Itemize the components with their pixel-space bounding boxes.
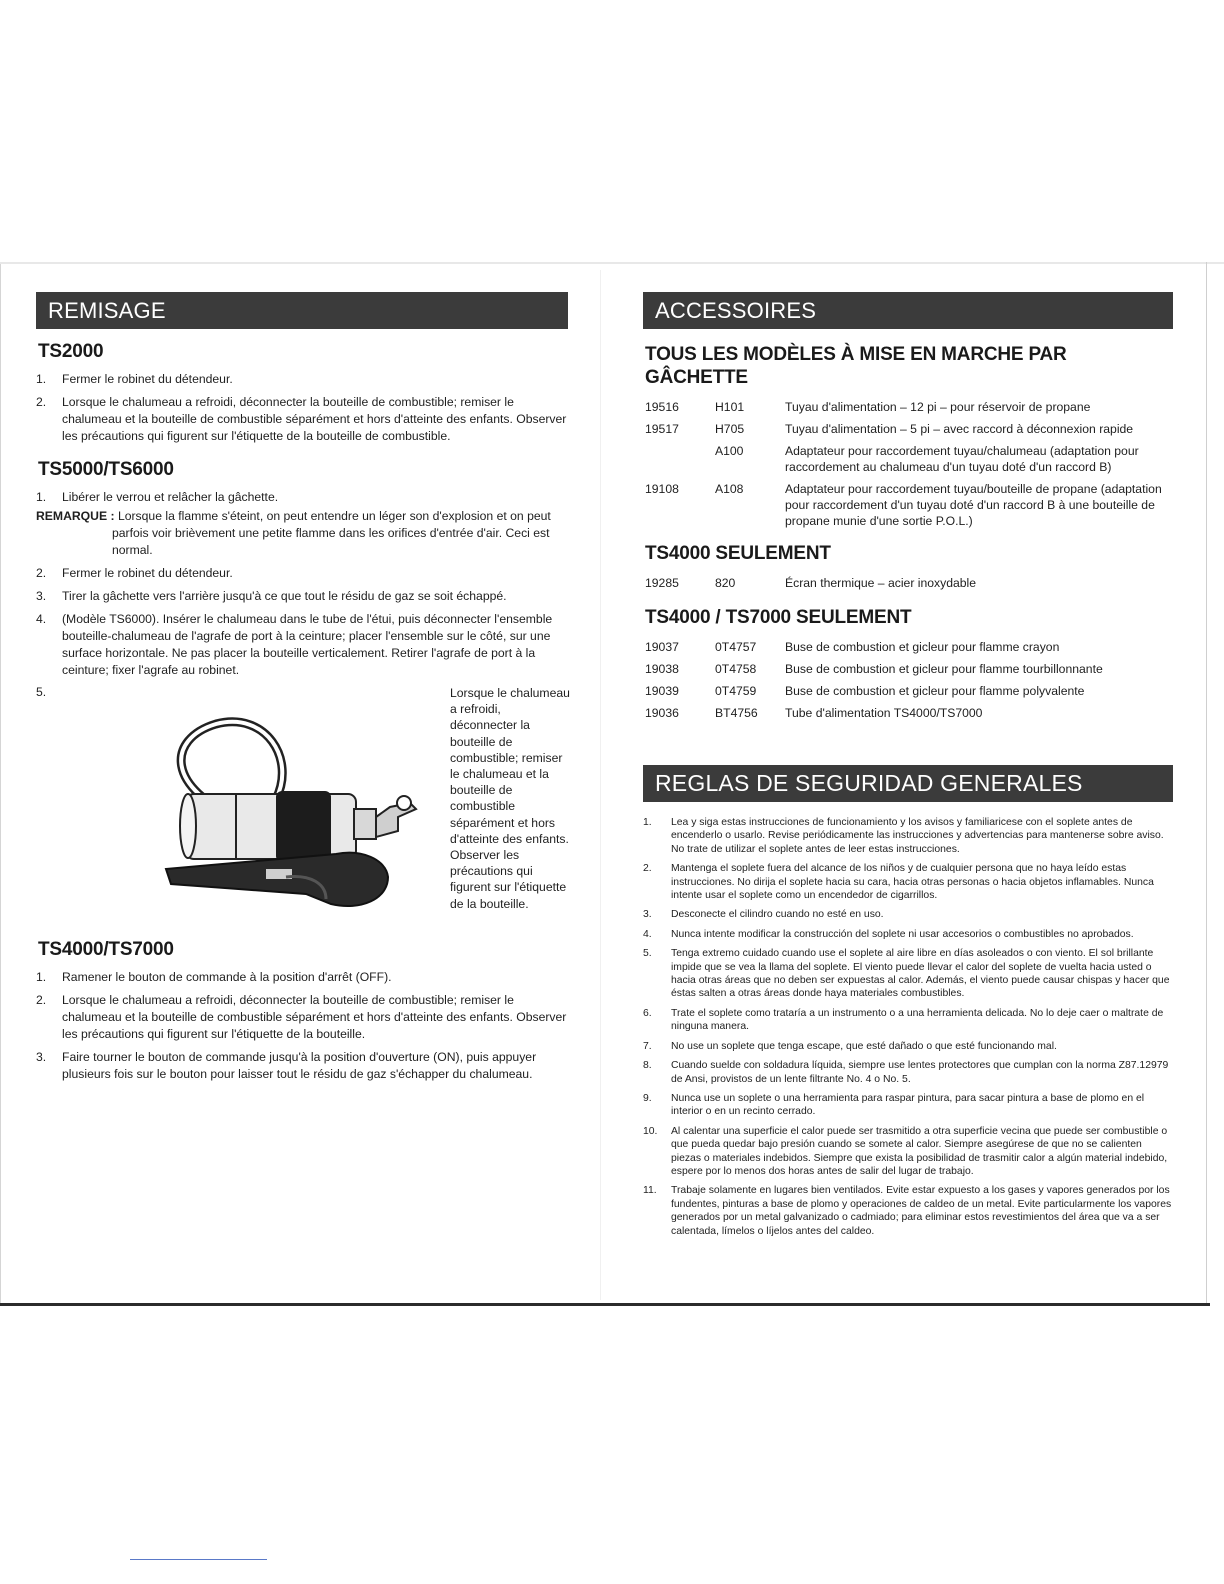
page-edge-top	[0, 262, 1224, 264]
list-item: 4. Nunca intente modificar la construcción del soplete ni usar accesorios o combustibles no aprobados.	[643, 928, 1134, 940]
list-item: 3. Faire tourner le bouton de commande jusqu'à la position d'ouverture (ON), puis appuyer plusieurs fois sur le bouton pour laisser tout le résidu de gaz s'échapper du chalumeau.	[36, 1050, 537, 1081]
ts2000-steps	[36, 371, 568, 445]
page-edge-right	[1206, 262, 1207, 1304]
ts5000-heading: TS5000/TS6000	[38, 459, 174, 480]
list-item: 1. Fermer le robinet du détendeur.	[36, 372, 233, 386]
list-item-with-illustration: 5. Lorsque le chalumeau a refroidi, déconnecter la bouteille de combustible; remiser le chalumeau et la bouteille de combustible séparément et hors d'atteinte des enfants. Observer les précautions qui figurent sur l'étiquette de la bouteille.	[36, 685, 568, 933]
list-item: 2. Fermer le robinet du détendeur.	[36, 566, 233, 580]
table-row: 19036 BT4756 Tube d'alimentation TS4000/TS7000	[645, 706, 983, 720]
table-row: 19039 0T4759 Buse de combustion et gicleur pour flamme polyvalente	[645, 684, 1085, 698]
table-row: 19037 0T4757 Buse de combustion et gicleur pour flamme crayon	[645, 640, 1060, 654]
list-item: 10. Al calentar una superficie el calor puede ser trasmitido a otra superficie vecina que puede ser combustible o que pueda quedar bajo presión cuando se somete al calor. Siempre asegúrese de que no se calienten piezas o materiales indebidos. Siempre que exista la posibilidad de trasmitir calor a algún material indebido, espere por lo menos dos horas antes de salir del lugar de trabajo.	[643, 1125, 1168, 1177]
torch-illustration	[126, 699, 436, 929]
safety-rules	[643, 816, 1173, 1238]
list-item: 9. Nunca use un soplete o una herramienta para raspar pintura, para sacar pintura a base de plomo en el interior o en un recinto cerrado.	[643, 1092, 1145, 1118]
list-item: 4. (Modèle TS6000). Insérer le chalumeau dans le tube de l'étui, puis déconnecter l'ensemble bouteille-chalumeau de l'agrafe de port à la ceinture; placer l'ensemble sur le côté, sur une surface horizontale. Ne pas placer la bouteille verticalement. Retirer l'agrafe de port à la ceinture; fixer l'agrafe au robinet.	[36, 612, 553, 677]
page-edge-left	[0, 264, 1, 1304]
table-row: 19108 A108 Adaptateur pour raccordement tuyau/bouteille de propane (adaptation pour raccordement d'un tuyau doté d'un raccord B à une bouteille de propane munie d'une sortie P.O.L.)	[645, 482, 1162, 528]
accessories-table-ts4000-ts7000	[645, 637, 1165, 725]
safety-banner: REGLAS DE SEGURIDAD GENERALES	[643, 765, 1173, 802]
accessories-table-all	[645, 397, 1165, 533]
list-item: 2. Mantenga el soplete fuera del alcance de los niños y de cualquier persona que no haya leído estas instrucciones. No dirija el soplete hacia su cara, hacia otras personas o hacia objetos inflamables. Nunca intente usar el soplete como un encendedor de cigarrillos.	[643, 863, 1154, 902]
list-item: 2. Lorsque le chalumeau a refroidi, déconnecter la bouteille de combustible; remiser le chalumeau et la bouteille de combustible séparément et hors d'atteinte des enfants. Observer les précautions qui figurent sur l'étiquette de la bouteille de combustible.	[36, 395, 567, 443]
list-item: 3. Desconecte el cilindro cuando no esté en uso.	[643, 909, 884, 921]
list-item: 7. No use un soplete que tenga escape, que esté dañado o que esté funcionando mal.	[643, 1040, 1057, 1052]
list-item: 11. Trabaje solamente en lugares bien ventilados. Evite estar expuesto a los gases y vapores generados por los fundentes, pinturas a base de plomo y operaciones de caldeo de un metal. Evite particularmente los vapores generados por un metal galvanizado o cadmiado; para eliminar estos revestimientos del área que va a ser calentada, límelos o líjelos antes del caldeo.	[643, 1185, 1172, 1237]
list-item: 8. Cuando suelde con soldadura líquida, siempre use lentes protectores que cumplan con la norma Z87.12979 de Ansi, provistos de un lente filtrante No. 4 o No. 5.	[643, 1060, 1169, 1085]
list-item: 3. Tirer la gâchette vers l'arrière jusqu'à ce que tout le résidu de gaz se soit échappé.	[36, 589, 507, 603]
left-page	[36, 292, 568, 1089]
page-edge-bottom	[0, 1303, 1210, 1306]
list-item: 6. Trate el soplete como trataría a un instrumento o a una herramienta delicada. No lo deje caer o maltrate de ninguna manera.	[643, 1007, 1164, 1033]
item5-text: Lorsque le chalumeau a refroidi, déconnecter la bouteille de combustible; remiser le chalumeau et la bouteille de combustible séparément et hors d'atteinte des enfants. Observer les précautions qui figurent sur l'étiquette de la bouteille.	[450, 686, 570, 911]
table-row: 19516 H101 Tuyau d'alimentation – 12 pi – pour réservoir de propane	[645, 400, 1091, 414]
list-item: 5. Tenga extremo cuidado cuando use el soplete al aire libre en días asoleados o con viento. El sol brillante impide que se vea la llama del soplete. El viento puede llevar el calor del soplete de vuelta hacia usted o hacia otras áreas que no deben ser expuestas al calor. Además, el viento puede causar chispas y hacer que éstas salten a otras áreas donde haya materiales combustibles.	[643, 948, 1170, 1000]
list-item: 1. Lea y siga estas instrucciones de funcionamiento y los avisos y familiaricese con el soplete antes de encenderlo o usarlo. Revise periódicamente las instrucciones y advertencias para mantenerse sobre aviso. No trate de utilizar el soplete antes de leer estas instrucciones.	[643, 817, 1164, 855]
ts4000-heading: TS4000/TS7000	[38, 939, 174, 960]
page-fold	[600, 270, 601, 1300]
table-row: 19517 H705 Tuyau d'alimentation – 5 pi – avec raccord à déconnexion rapide	[645, 422, 1134, 436]
ts2000-heading: TS2000	[38, 341, 104, 362]
table-row: 19038 0T4758 Buse de combustion et gicleur pour flamme tourbillonnante	[645, 662, 1103, 676]
ts4000-ts7000-heading: TS4000 / TS7000 SEULEMENT	[645, 607, 912, 628]
scan-mark-line	[130, 1559, 267, 1560]
remarque-note: REMARQUE : Lorsque la flamme s'éteint, on peut entendre un léger son d'explosion et on peut parfois voir brièvement une petite flamme dans les orifices d'entrée d'air. Ceci est normal.	[36, 509, 551, 557]
table-row: A100 Adaptateur pour raccordement tuyau/chalumeau (adaptation pour raccordement au chalumeau d'un tuyau doté d'un raccord B)	[715, 444, 1139, 474]
accessoires-banner: ACCESSOIRES	[643, 292, 1173, 329]
ts4000-only-heading: TS4000 SEULEMENT	[645, 543, 831, 564]
all-models-heading: TOUS LES MODÈLES À MISE EN MARCHE PAR GÂCHETTE	[645, 344, 1067, 388]
list-item: 2. Lorsque le chalumeau a refroidi, déconnecter la bouteille de combustible; remiser le chalumeau et la bouteille de combustible séparément et hors d'atteinte des enfants. Observer les précautions qui figurent sur l'étiquette de la bouteille.	[36, 993, 567, 1041]
ts4000-steps	[36, 969, 568, 1083]
table-row: 19285 820 Écran thermique – acier inoxydable	[645, 576, 977, 590]
list-item: 1. Libérer le verrou et relâcher la gâchette.	[36, 490, 279, 504]
ts5000-steps	[36, 489, 568, 933]
list-item: 1. Ramener le bouton de commande à la position d'arrêt (OFF).	[36, 970, 392, 984]
remisage-banner: REMISAGE	[36, 292, 568, 329]
accessories-table-ts4000	[645, 573, 1165, 595]
right-page	[643, 292, 1173, 1244]
